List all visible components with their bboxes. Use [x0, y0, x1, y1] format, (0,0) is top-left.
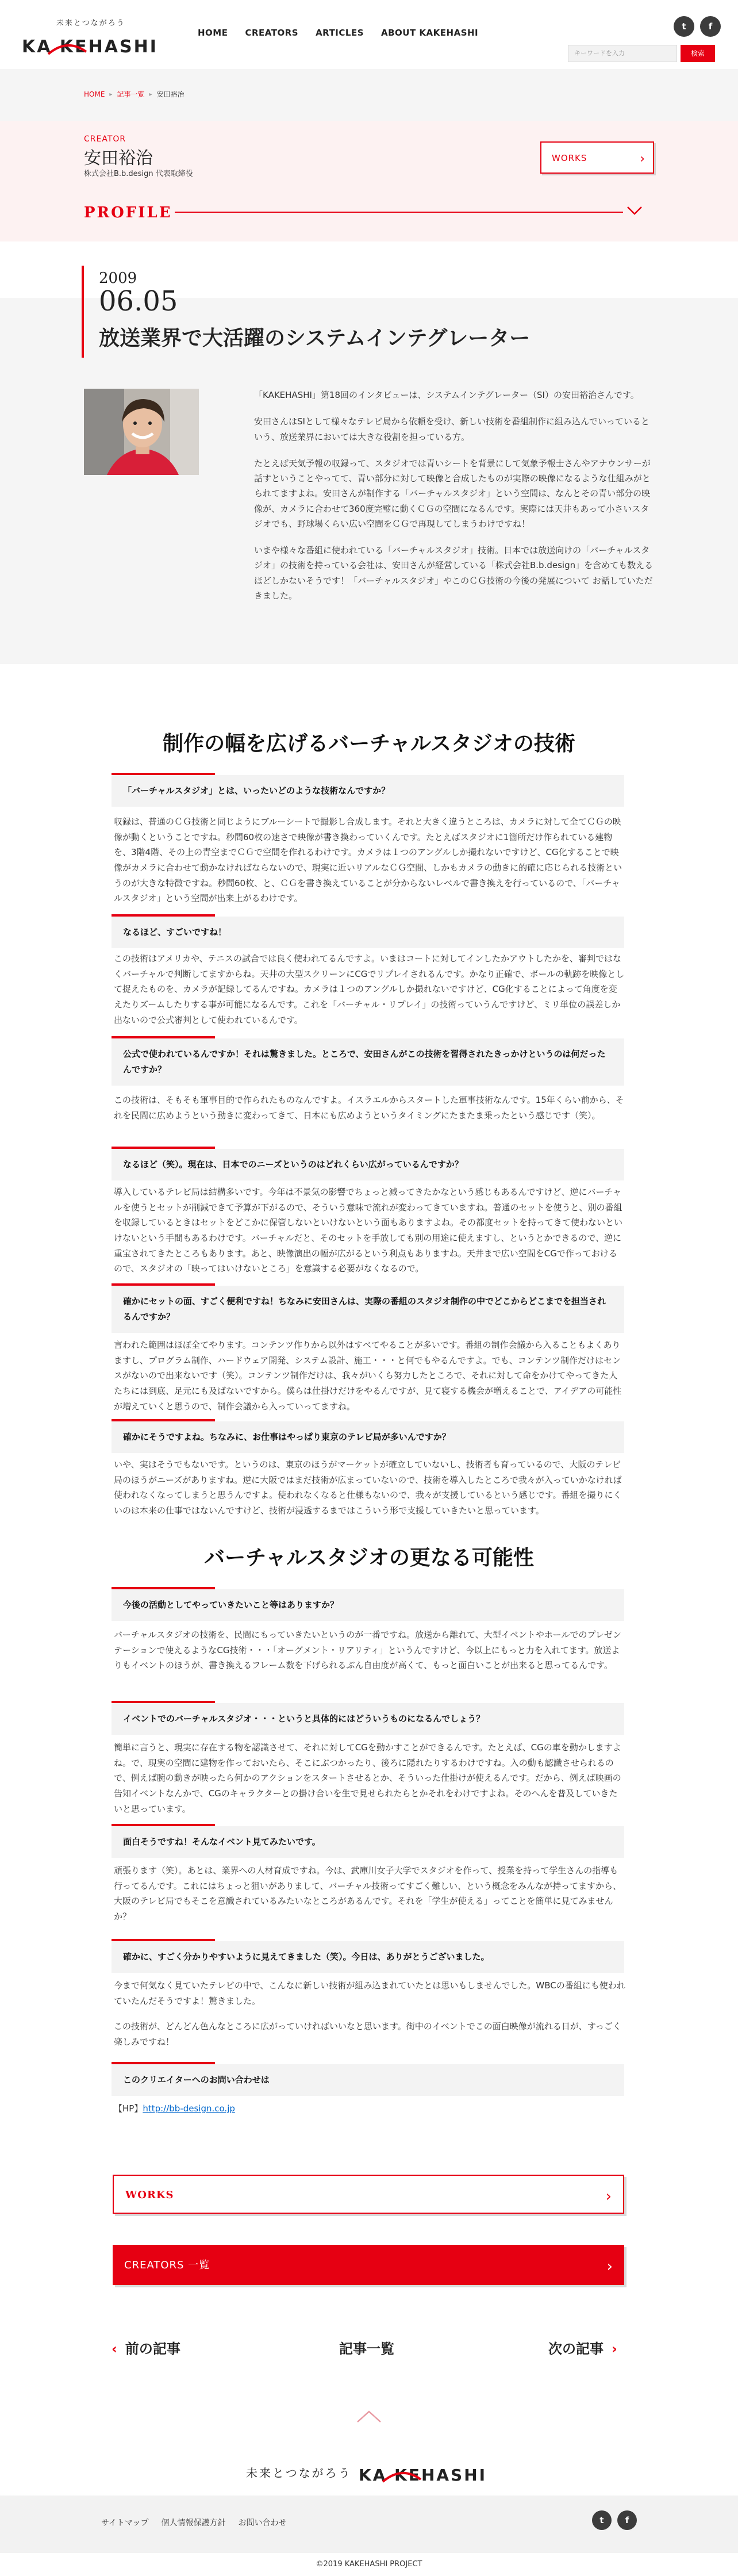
copyright: ©2019 KAKEHASHI PROJECT — [0, 2553, 738, 2576]
creators-list-label: CREATORS 一覧 — [124, 2259, 210, 2271]
creator-name: 安田裕治 — [84, 148, 153, 168]
footer-nav — [101, 2516, 286, 2531]
hp-link[interactable]: http://bb-design.co.jp — [143, 2103, 235, 2114]
prev-article-link[interactable] — [112, 2337, 180, 2361]
interview-question: イベントでのバーチャルスタジオ・・・というと具体的にはどういうものになるんでしょう？ — [112, 1703, 624, 1735]
logo-tagline: 未来とつながろう — [56, 19, 125, 28]
answer-paragraph: 収録は、普通のＣＧ技術と同じようにブルーシートで撮影し合成します。それと大きく違うところは、カメラに対して全てＣＧの映像が動くということですね。秒間60枚の速さで映像が書き換わっていくんです。たとえばスタジオに1箇所だけ作られている建物を、3階4階、その上の青空までＣＧで空間を作れるわけです。カメラは１つのアングルしか撮れないですけど、CG化することで映像がカメラに合わせて動かなければならないので、現実に近いリアルなＣＧ空間、しかもカメラの動きに的確に応じられる技術というのが大きな特徴ですね。秒間60枚、と、ＣＧを書き換えていることが分からないレベルで書き換えを行っているので、「バーチャルスタジオ」という空間が出来上がるわけです。 — [114, 816, 622, 904]
works-button-label: WORKS — [125, 2189, 174, 2201]
interview-question: なるほど（笑）。現在は、日本でのニーズというのはどれくらい広がっているんですか？ — [112, 1149, 624, 1180]
answer-paragraph: 言われた範囲はほぼ全てやります。コンテンツ作りから以外はすべてやることが多いです。番組の制作会議から入ることもよくありますし、プログラム制作、ハードウェア開発、システム設計、施工・・・と何でもやるんですよ。でも、コンテンツ制作だけはセンスがないので出来ないです（笑）。コンテンツ制作だけは、我々がいくら努力したところで、それに対して命をかけてやってきた人たちには到底、足元にも及ばないですから。僕らは仕掛けだけをやるんですが、見て寝する機会が増えることで、アイデアの可能性が増えていくと思うので、制作会議から入っていってますね。 — [114, 1340, 622, 1412]
site-header — [0, 0, 738, 69]
interview-question: 確かに、すごく分かりやすいように見えてきました（笑）。今日は、ありがとうございました。 — [112, 1941, 624, 1973]
answer-paragraph: この技術は、そもそも軍事目的で作られたものなんですよ。イスラエルからスタートした軍事技術なんです。15年くらい前から、それを民間に広めようという動きに変わってきて、日本にも広めようというタイミングにたまたま乗ったという感じです（笑）。 — [114, 1095, 624, 1121]
works-button-top[interactable] — [540, 141, 654, 174]
next-article-label: 次の記事 — [548, 2341, 604, 2357]
article-accent-bar — [82, 266, 84, 358]
nav-creators[interactable]: CREATORS — [245, 28, 299, 38]
footer-link-privacy[interactable]: 個人情報保護方針 — [161, 2518, 226, 2528]
profile-toggle[interactable] — [84, 200, 655, 223]
answer-paragraph: この技術はアメリカや、テニスの試合では良く使われてるんですよ。いまはコートに対してインしたかアウトしたかを、審判ではなくバーチャルで判断してますからね。天井の大型スクリーンにCGでリプレイされるんです。かなり正確で、ボールの軌跡を映像として捉えたものを、カメラが記録してるんですね。カメラは１つのアングルしか撮れないですけど、CG化することによって角度を変えたりズームしたりする事が可能になるんです。これを「バーチャル・リプレイ」の技術っていうんですけど、ミリ単位の誤差しか出ないので公式審判として使われているんです。 — [114, 953, 625, 1025]
works-button[interactable] — [113, 2175, 624, 2214]
breadcrumb-separator-icon: ▸ — [149, 91, 152, 98]
logo-swoosh-icon — [47, 39, 87, 56]
nav-about[interactable]: ABOUT KAKEHASHI — [381, 28, 479, 38]
header-sns — [674, 16, 721, 37]
interview-question: なるほど、すごいですね！ — [112, 917, 624, 948]
creator-profile — [0, 121, 738, 241]
nav-articles[interactable]: ARTICLES — [316, 28, 364, 38]
interview-question: 公式で使われているんですか！それは驚きました。ところで、安田さんがこの技術を習得されたきっかけというのは何だったんですか？ — [112, 1038, 624, 1086]
interview-answer — [114, 1184, 625, 1287]
footer-link-contact[interactable]: お問い合わせ — [238, 2518, 287, 2528]
footer-logo-text: KA KEHASHI — [359, 2466, 487, 2485]
article-list-link[interactable]: 記事一覧 — [339, 2341, 394, 2357]
answer-paragraph: バーチャルスタジオの技術を、民間にもっていきたいというのが一番ですね。放送から離れて、大型イベントやホールでのプレゼンテーションで使えるようなCG技術・・・「オーグメント・リアリティ」というんですけど、今以上にもっと力を入れてます。放送よりもイベントのほうが、書き換えるフレーム数を下げられるぶん自由度が高くて、もっと面白いことが出来ると思ってるんです。 — [114, 1630, 621, 1671]
global-nav — [198, 25, 478, 40]
interview-answer — [114, 1863, 625, 1935]
next-article-link[interactable] — [548, 2337, 617, 2361]
creator-label: CREATOR — [84, 135, 126, 144]
creator-portrait — [84, 389, 199, 475]
interview-question: 今後の活動としてやっていきたいこと等はありますか？ — [112, 1589, 624, 1621]
intro-paragraph: いまや様々な番組に使われている「バーチャルスタジオ」技術。日本では放送向けの「バーチャルスタジオ」の技術を持っている会社は、安田さんが経営している「株式会社B.b.design」を含めても数えるほどしかないそうです！「バーチャルスタジオ」やこのＣＧ技術の今後の発展について お話していただきました。 — [254, 545, 654, 601]
interview-question: 確かにセットの面、すごく便利ですね！ちなみに安田さんは、実際の番組のスタジオ制作の中でどこからどこまでを担当されるんですか？ — [112, 1286, 624, 1333]
back-to-top-icon[interactable] — [355, 2408, 383, 2424]
answer-paragraph: この技術が、どんどん色んなところに広がっていければいいなと思います。街中のイベントでこの面白映像が流れる日が、すっごく楽しみですね！ — [114, 2021, 621, 2048]
breadcrumb-home[interactable]: HOME — [84, 90, 105, 98]
article-year: 2009 — [99, 270, 137, 287]
intro-paragraph: たとえば天気予報の収録って、スタジオでは青いシートを背景にして気象予報士さんやアナウンサーが話すということやってて、青い部分に対して映像と合成したものが実際の映像になるような仕組みがとられてますよね。安田さんが制作する「バーチャルスタジオ」という空間は、なんとその青い部分の映像が、カメラに合わせて360度完璧に動くＣＧの空間になるんです。実際には天井もあって小さいスタジオでも、野球場くらい広い空間をＣＧで再現してしまうわけですね！ — [254, 458, 651, 529]
logo-text: KA KEHASHI — [22, 37, 158, 57]
footer-logo[interactable] — [246, 2456, 499, 2485]
site-logo[interactable] — [22, 17, 171, 57]
intro-paragraph: 安田さんはSIとして様々なテレビ局から依頼を受け、新しい技術を番組制作に組み込んでいっているという、放送業界においては大きな役割を担っている方。 — [254, 416, 650, 442]
breadcrumb-article-list[interactable]: 記事一覧 — [117, 90, 145, 98]
chevron-left-icon: ‹ — [112, 2341, 117, 2357]
works-button-label: WORKS — [552, 153, 587, 163]
chevron-down-icon — [624, 201, 645, 218]
interview-answer — [114, 1092, 625, 1133]
chevron-right-icon: › — [606, 2258, 613, 2275]
contact-info — [114, 2101, 625, 2127]
answer-paragraph: いや、実はそうでもないです。というのは、東京のほうがマーケットが確立していないし、技術者も育っているので、大阪のテレビ局のほうがニーズがありますね。逆に大阪ではまだ技術が広まっていないので、技術を導入したところで我々が入っていかなければ使われなくなってしまうと思うんですよ。使われなくなると仕様もないので、我々が支援しているという感じです。番組を撮りにくいのは本来の仕事ではないんですけど、技術が浸透するまではこういう形で支援していきたいと思っています。 — [114, 1459, 622, 1516]
creator-company: 株式会社B.b.design 代表取締役 — [84, 170, 193, 178]
creators-list-button[interactable] — [113, 2245, 624, 2285]
interview-question: 「バーチャルスタジオ」とは、いったいどのような技術なんですか？ — [112, 775, 624, 807]
profile-divider — [175, 212, 623, 213]
twitter-icon[interactable]: t — [592, 2510, 612, 2530]
answer-paragraph: 簡単に言うと、現実に存在する物を認識させて、それに対してCGを動かすことができるんです。たとえば、CGの車を動かしますよね。で、現実の空間に建物を作っておいたら、そこにぶつかったり、後ろに隠れたりするわけですね。入の動も認識させられるので、例えば腕の動きが映ったら何かのアクションをスタートさせるとか、そういった仕掛けが使えるんです。だから、例えば映画の告知イベントなんかで、CGのキャラクターとの掛け合いを生で見せられたらとかそれをわけですよね。そのへんを普及していきたいと思っています。 — [114, 1742, 621, 1814]
hp-label: 【HP】 — [114, 2103, 143, 2114]
answer-paragraph: 頑張ります（笑）。あとは、業界への人材育成ですね。今は、武庫川女子大学でスタジオを作って、授業を持って学生さんの指導も行ってるんです。これにはちょっと狙いがありまして、バーチャル技術ってすごく難しい、という概念をみんなが持ってますから、大阪のテレビ局でもそこを意識されているみたいなところがあるんです。それを「学生が使える」ってことを簡単に見てみませんか？ — [114, 1865, 622, 1922]
facebook-icon[interactable]: f — [700, 16, 721, 37]
interview-answer — [114, 1627, 625, 1684]
answer-paragraph: 導入しているテレビ局は結構多いです。今年は不景気の影響でちょっと減ってきたかなという感じもあるんですけど、逆にバーチャルを使うとセットが削減できて予算が下がるので、そういう意味で流れが変わってきていますね。普通のセットを使うと、別の番組を収録しているときはセットをどこかに保管しないといけないという面もありますよね。その都度セットを持ってきて使わないといけないという手間もあるわけです。バーチャルだと、そのセットを手放しても別の用途に使えますし、というとかできるので、逆に重宝されてきたところもあります。あと、映像演出の幅が広がるという利点もありますね。天井まで広い空間をCGで作っておけるので、スタジオの「映ってはいけないところ」を意識する必要がなくなるので。 — [114, 1187, 623, 1274]
breadcrumb-separator-icon: ▸ — [109, 91, 113, 98]
interview-answer — [114, 814, 625, 917]
nav-home[interactable]: HOME — [198, 28, 228, 38]
chevron-right-icon: › — [605, 2188, 612, 2205]
article-date: 06.05 — [99, 285, 178, 317]
answer-paragraph: 今まで何気なく見ていたテレビの中で、こんなに新しい技術が組み込まれていたとは思いもしませんでした。WBCの番組にも使われていたんだそうですよ！驚きました。 — [114, 1980, 625, 2006]
search-input[interactable]: キーワードを入力 — [568, 45, 677, 62]
intro-paragraph: 「KAKEHASHI」第18回のインタビューは、システムインテグレーター（SI）の安田裕治さんです。 — [254, 390, 639, 400]
section-heading: 制作の幅を広げるバーチャルスタジオの技術 — [163, 732, 575, 756]
interview-question: このクリエイターへのお問い合わせは — [112, 2064, 624, 2096]
section-heading: バーチャルスタジオの更なる可能性 — [204, 1546, 534, 1570]
interview-answer — [114, 1457, 625, 1529]
breadcrumb-current: 安田裕治 — [156, 90, 184, 98]
prev-article-label: 前の記事 — [125, 2341, 180, 2357]
footer-sns — [592, 2510, 637, 2530]
chevron-right-icon: › — [612, 2341, 617, 2357]
logo-swoosh-icon — [382, 2467, 422, 2484]
facebook-icon[interactable]: f — [617, 2510, 637, 2530]
interview-question: 面白そうですね！そんなイベント見てみたいです。 — [112, 1826, 624, 1858]
profile-title: PROFILE — [84, 204, 172, 221]
interview-answer — [114, 1978, 625, 2060]
interview-question: 確かにそうですよね。ちなみに、お仕事はやっぱり東京のテレビ局が多いんですか？ — [112, 1421, 624, 1453]
article-intro — [254, 388, 654, 615]
interview-answer — [114, 951, 625, 1038]
article-header — [0, 259, 738, 664]
twitter-icon[interactable]: t — [674, 16, 694, 37]
breadcrumb — [0, 69, 738, 121]
footer-link-sitemap[interactable]: サイトマップ — [101, 2518, 149, 2528]
interview-answer — [114, 1337, 625, 1424]
search-button[interactable]: 検索 — [681, 45, 715, 62]
article-title: 放送業界で大活躍のシステムインテグレーター — [99, 327, 531, 350]
chevron-right-icon: › — [640, 152, 645, 166]
footer-tagline: 未来とつながろう — [246, 2466, 352, 2480]
interview-answer — [114, 1740, 625, 1827]
article-pager — [0, 2337, 738, 2366]
site-footer — [0, 2496, 738, 2576]
